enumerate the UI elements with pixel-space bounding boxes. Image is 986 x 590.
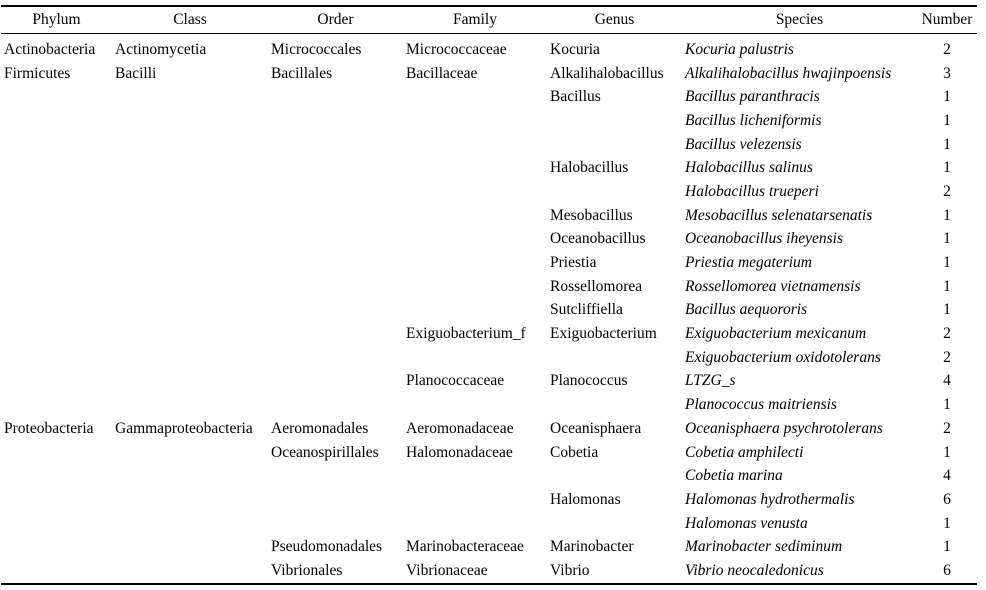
cell-family: Micrococcaceae <box>406 40 507 58</box>
cell-order <box>268 464 403 488</box>
cell-number: 6 <box>943 561 951 579</box>
cell-phylum <box>1 85 112 109</box>
cell-species: Priestia megaterium <box>685 254 812 272</box>
cell-species: Bacillus paranthracis <box>685 88 820 106</box>
cell-class <box>112 559 268 584</box>
cell-order: Bacillales <box>271 64 333 82</box>
cell-class <box>112 512 268 536</box>
cell-family <box>403 180 547 204</box>
cell-class <box>112 535 268 559</box>
table-row <box>1 204 977 228</box>
cell-number: 2 <box>943 419 951 437</box>
cell-family: Planococcaceae <box>406 372 505 390</box>
cell-phylum <box>1 228 112 252</box>
cell-order <box>268 299 403 323</box>
cell-phylum <box>1 441 112 465</box>
cell-genus: Halomonas <box>550 490 621 508</box>
cell-genus <box>547 109 682 133</box>
cell-class <box>112 251 268 275</box>
cell-family <box>403 109 547 133</box>
cell-number: 1 <box>943 206 951 224</box>
cell-phylum <box>1 299 112 323</box>
cell-genus: Alkalihalobacillus <box>550 64 664 82</box>
table-row <box>1 441 977 465</box>
cell-species: Cobetia marina <box>685 467 783 485</box>
cell-order <box>268 85 403 109</box>
cell-order: Micrococcales <box>271 40 362 58</box>
cell-class <box>112 441 268 465</box>
cell-genus <box>547 133 682 157</box>
cell-class <box>112 322 268 346</box>
table-row <box>1 512 977 536</box>
cell-order <box>268 109 403 133</box>
header-phylum: Phylum <box>32 11 81 28</box>
cell-phylum <box>1 488 112 512</box>
cell-family: Bacillaceae <box>406 64 478 82</box>
cell-species: Bacillus velezensis <box>685 135 802 153</box>
cell-species: Bacillus licheniformis <box>685 111 822 129</box>
cell-number: 1 <box>943 301 951 319</box>
cell-phylum <box>1 204 112 228</box>
cell-species: Kocuria palustris <box>685 40 794 58</box>
cell-class <box>112 488 268 512</box>
cell-species: Halomonas hydrothermalis <box>685 490 855 508</box>
cell-family <box>403 393 547 417</box>
cell-species: Exiguobacterium mexicanum <box>685 325 867 343</box>
cell-species: Halomonas venusta <box>685 514 808 532</box>
table-body <box>1 34 977 584</box>
cell-species: Exiguobacterium oxidotolerans <box>685 348 881 366</box>
cell-number: 1 <box>943 111 951 129</box>
cell-genus: Mesobacillus <box>550 206 633 224</box>
cell-class <box>112 393 268 417</box>
cell-class: Actinomycetia <box>115 40 207 58</box>
cell-family <box>403 251 547 275</box>
cell-family <box>403 346 547 370</box>
cell-species: Alkalihalobacillus hwajinpoensis <box>685 64 892 82</box>
cell-phylum <box>1 393 112 417</box>
cell-genus: Cobetia <box>550 443 599 461</box>
header-order: Order <box>317 11 354 28</box>
cell-order: Vibrionales <box>271 561 343 579</box>
cell-class <box>112 464 268 488</box>
cell-family <box>403 512 547 536</box>
cell-genus <box>547 464 682 488</box>
header-species: Species <box>775 11 824 28</box>
cell-phylum: Actinobacteria <box>4 40 96 58</box>
table-row <box>1 417 977 441</box>
cell-phylum: Proteobacteria <box>4 419 94 437</box>
cell-species: Marinobacter sediminum <box>685 538 843 556</box>
cell-genus: Sutcliffiella <box>550 301 623 319</box>
cell-phylum <box>1 109 112 133</box>
cell-genus <box>547 180 682 204</box>
header-genus: Genus <box>594 11 635 28</box>
cell-number: 6 <box>943 490 951 508</box>
table-row <box>1 535 977 559</box>
cell-genus <box>547 512 682 536</box>
cell-phylum <box>1 370 112 394</box>
cell-genus: Rossellomorea <box>550 277 643 295</box>
table-row <box>1 559 977 584</box>
cell-number: 2 <box>943 348 951 366</box>
cell-phylum <box>1 275 112 299</box>
cell-phylum <box>1 156 112 180</box>
table-row <box>1 346 977 370</box>
cell-order <box>268 322 403 346</box>
cell-phylum <box>1 535 112 559</box>
cell-phylum <box>1 251 112 275</box>
cell-phylum <box>1 559 112 584</box>
cell-class <box>112 180 268 204</box>
table-row <box>1 464 977 488</box>
cell-order <box>268 512 403 536</box>
cell-phylum: Firmicutes <box>4 64 71 82</box>
cell-class <box>112 228 268 252</box>
cell-order <box>268 180 403 204</box>
cell-class <box>112 133 268 157</box>
cell-number: 1 <box>943 443 951 461</box>
taxonomy-table <box>1 5 977 585</box>
cell-species: Oceanobacillus iheyensis <box>685 230 843 248</box>
cell-family <box>403 488 547 512</box>
cell-family <box>403 275 547 299</box>
cell-species: Bacillus aequororis <box>685 301 808 319</box>
cell-order: Pseudomonadales <box>271 538 383 556</box>
cell-number: 1 <box>943 396 951 414</box>
cell-class <box>112 109 268 133</box>
cell-order <box>268 228 403 252</box>
cell-number: 3 <box>943 64 951 82</box>
cell-family <box>403 228 547 252</box>
cell-family <box>403 299 547 323</box>
cell-species: Vibrio neocaledonicus <box>685 561 824 579</box>
cell-phylum <box>1 180 112 204</box>
cell-order: Oceanospirillales <box>271 443 379 461</box>
cell-genus: Oceanisphaera <box>550 419 642 437</box>
table-row <box>1 275 977 299</box>
header-number: Number <box>921 11 973 28</box>
table-row <box>1 109 977 133</box>
cell-phylum <box>1 322 112 346</box>
header-row <box>1 6 977 34</box>
cell-genus: Marinobacter <box>550 538 634 556</box>
cell-family <box>403 156 547 180</box>
cell-number: 1 <box>943 230 951 248</box>
cell-number: 2 <box>943 325 951 343</box>
cell-family: Aeromonadaceae <box>406 419 514 437</box>
cell-species: LTZG_s <box>685 372 736 390</box>
cell-class <box>112 85 268 109</box>
table-row <box>1 322 977 346</box>
cell-species: Rossellomorea vietnamensis <box>685 277 861 295</box>
cell-species: Planococcus maitriensis <box>685 396 837 414</box>
cell-family <box>403 204 547 228</box>
table-row <box>1 62 977 86</box>
cell-genus: Oceanobacillus <box>550 230 646 248</box>
table-row <box>1 34 977 62</box>
cell-genus: Planococcus <box>550 372 628 390</box>
table-row <box>1 299 977 323</box>
cell-class <box>112 299 268 323</box>
cell-order: Aeromonadales <box>271 419 369 437</box>
cell-genus <box>547 346 682 370</box>
cell-class <box>112 346 268 370</box>
cell-number: 2 <box>943 182 951 200</box>
table-row <box>1 156 977 180</box>
table-row <box>1 228 977 252</box>
cell-genus: Exiguobacterium <box>550 325 657 343</box>
cell-class <box>112 370 268 394</box>
header-class: Class <box>173 11 207 28</box>
cell-genus: Vibrio <box>550 561 590 579</box>
table-row <box>1 370 977 394</box>
cell-number: 2 <box>943 40 951 58</box>
cell-class: Gammaproteobacteria <box>115 419 253 437</box>
table-row <box>1 251 977 275</box>
cell-phylum <box>1 133 112 157</box>
cell-class <box>112 204 268 228</box>
cell-phylum <box>1 464 112 488</box>
cell-phylum <box>1 346 112 370</box>
cell-family: Exiguobacterium_f <box>406 325 526 343</box>
cell-family <box>403 85 547 109</box>
cell-genus: Halobacillus <box>550 159 629 177</box>
cell-species: Mesobacillus selenatarsenatis <box>685 206 873 224</box>
cell-number: 1 <box>943 135 951 153</box>
cell-genus <box>547 393 682 417</box>
cell-order <box>268 251 403 275</box>
cell-class <box>112 275 268 299</box>
cell-number: 1 <box>943 277 951 295</box>
cell-species: Oceanisphaera psychrotolerans <box>685 419 883 437</box>
cell-order <box>268 133 403 157</box>
cell-number: 1 <box>943 254 951 272</box>
cell-species: Halobacillus trueperi <box>685 182 819 200</box>
cell-order <box>268 204 403 228</box>
cell-number: 4 <box>943 467 951 485</box>
cell-order <box>268 393 403 417</box>
cell-order <box>268 370 403 394</box>
table-header <box>1 6 977 34</box>
cell-phylum <box>1 512 112 536</box>
table-row <box>1 133 977 157</box>
cell-genus: Priestia <box>550 254 597 272</box>
table-row <box>1 488 977 512</box>
table-row <box>1 180 977 204</box>
cell-family: Halomonadaceae <box>406 443 513 461</box>
cell-order <box>268 488 403 512</box>
cell-family <box>403 133 547 157</box>
cell-species: Halobacillus salinus <box>685 159 813 177</box>
cell-order <box>268 156 403 180</box>
cell-class: Bacilli <box>115 64 157 82</box>
cell-family <box>403 464 547 488</box>
header-family: Family <box>453 11 497 28</box>
cell-number: 4 <box>943 372 951 390</box>
table-row <box>1 393 977 417</box>
cell-number: 1 <box>943 538 951 556</box>
cell-number: 1 <box>943 514 951 532</box>
cell-number: 1 <box>943 88 951 106</box>
cell-genus: Bacillus <box>550 88 601 106</box>
cell-class <box>112 156 268 180</box>
cell-family: Vibrionaceae <box>406 561 488 579</box>
cell-species: Cobetia amphilecti <box>685 443 804 461</box>
table-row <box>1 85 977 109</box>
cell-number: 1 <box>943 159 951 177</box>
cell-family: Marinobacteraceae <box>406 538 524 556</box>
cell-genus: Kocuria <box>550 40 600 58</box>
cell-order <box>268 275 403 299</box>
cell-order <box>268 346 403 370</box>
